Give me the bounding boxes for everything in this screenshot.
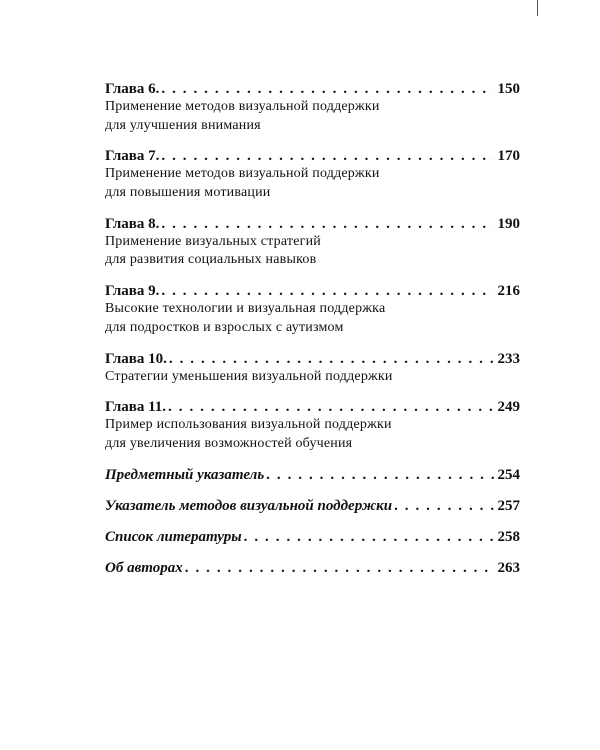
dot-leader (185, 559, 494, 577)
toc-heading-line (105, 466, 520, 484)
chapter-title-line: для улучшения внимания (105, 117, 261, 133)
page-number: 249 (497, 399, 520, 416)
toc-heading-line (105, 80, 520, 98)
toc-entry-chapter-10[interactable] (105, 350, 520, 387)
chapter-title-line: Применение методов визуальной поддержки (105, 99, 380, 114)
toc-heading-line (105, 497, 520, 515)
chapter-title-line: Применение визуальных стратегий (105, 233, 321, 249)
toc-entry-subject-index[interactable] (105, 466, 520, 484)
toc-heading-line (105, 147, 520, 165)
page-number: 150 (497, 81, 520, 97)
dot-leader (168, 398, 493, 416)
toc-heading-line (105, 215, 520, 233)
dot-leader (169, 350, 494, 368)
dot-leader (161, 282, 493, 300)
toc-entry-bibliography[interactable] (105, 528, 520, 546)
page-edge-mark (537, 0, 538, 16)
toc-heading-line (105, 282, 520, 300)
chapter-title-line: для подростков и взрослых с аутизмом (105, 319, 344, 335)
chapter-label: Глава 10. (105, 350, 167, 367)
chapter-title-line: для увеличения возможностей обучения (105, 435, 353, 451)
page-number: 170 (497, 148, 520, 165)
dot-leader (161, 147, 493, 165)
toc-entry-about-authors[interactable] (105, 559, 520, 577)
table-of-contents (105, 80, 520, 590)
page-number: 216 (497, 283, 520, 300)
section-label: Об авторах (105, 559, 183, 576)
page-number: 257 (497, 497, 520, 514)
chapter-label: Глава 8. (105, 215, 160, 232)
page-number: 233 (497, 350, 520, 367)
chapter-title-line: Применение методов визуальной поддержки (105, 166, 380, 182)
toc-heading-line (105, 528, 520, 546)
toc-heading-line (105, 350, 520, 368)
chapter-title-line: Стратегии уменьшения визуальной поддержки (105, 368, 393, 384)
chapter-label: Глава 9. (105, 283, 160, 300)
chapter-title-line: Пример использования визуальной поддержки (105, 417, 392, 433)
toc-heading-line (105, 398, 520, 416)
dot-leader (161, 215, 493, 233)
page-number: 263 (497, 559, 520, 576)
toc-entry-chapter-6[interactable] (105, 80, 520, 135)
chapter-title-line: для повышения мотивации (105, 184, 271, 200)
toc-entry-chapter-11[interactable] (105, 398, 520, 453)
dot-leader (244, 528, 494, 546)
page-number: 254 (497, 466, 520, 483)
page-number: 190 (497, 215, 520, 232)
section-label: Указатель методов визуальной поддержки (105, 497, 393, 514)
chapter-title-line: для развития социальных навыков (105, 252, 317, 268)
section-label: Список литературы (105, 528, 242, 545)
page-number: 258 (497, 528, 520, 545)
toc-entry-methods-index[interactable] (105, 497, 520, 515)
dot-leader (161, 80, 493, 98)
toc-entry-chapter-7[interactable] (105, 147, 520, 202)
section-label: Предметный указатель (105, 466, 265, 483)
toc-entry-chapter-9[interactable] (105, 282, 520, 337)
dot-leader (394, 497, 493, 515)
toc-entry-chapter-8[interactable] (105, 215, 520, 270)
dot-leader (266, 466, 493, 484)
chapter-label: Глава 7. (105, 148, 160, 165)
chapter-label: Глава 11. (105, 399, 167, 416)
toc-heading-line (105, 559, 520, 577)
chapter-title-line: Высокие технологии и визуальная поддержка (105, 301, 386, 317)
chapter-label: Глава 6. (105, 81, 160, 97)
